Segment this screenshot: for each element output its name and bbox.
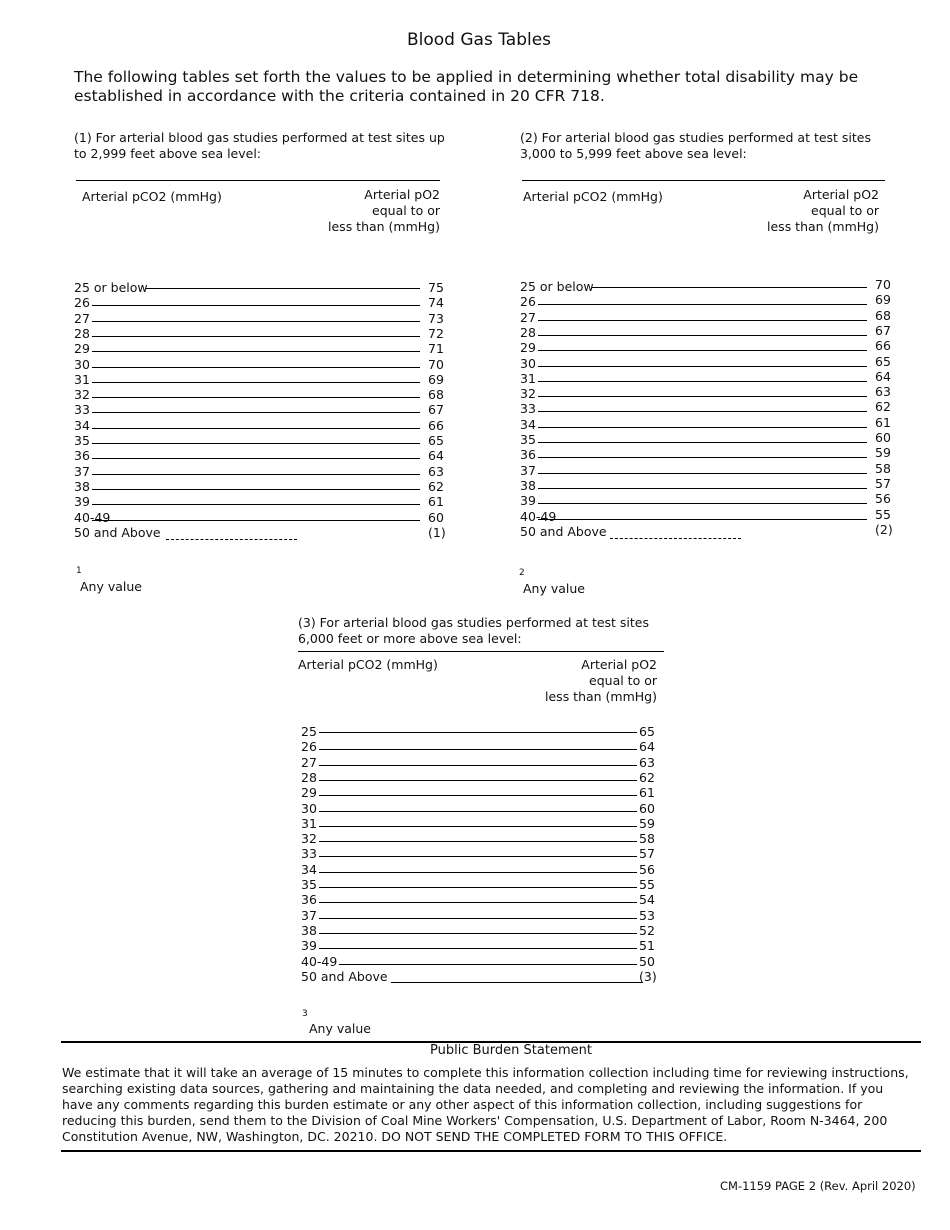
po2-value: 71	[428, 341, 444, 357]
pco2-value: 33	[520, 401, 536, 417]
table-3-header-rule	[298, 651, 664, 652]
leader-line	[538, 411, 867, 412]
pco2-value: 50 and Above	[301, 968, 388, 984]
table-2-col-pco2: Arterial pCO2 (mmHg)	[523, 189, 663, 204]
po2-value: 60	[639, 800, 655, 816]
po2-value: (3)	[639, 968, 657, 984]
po2-value: 70	[875, 277, 891, 292]
table-row	[0, 755, 950, 771]
po2-value: 65	[428, 433, 444, 448]
po2-value: 60	[875, 430, 891, 445]
pco2-value: 28	[520, 324, 536, 340]
pco2-value: 50 and Above	[74, 524, 161, 540]
leader-line	[319, 826, 637, 827]
po2-value: 62	[428, 478, 444, 494]
po2-value: 59	[639, 815, 655, 831]
leader-line	[319, 948, 637, 949]
pco2-value: 35	[301, 877, 317, 892]
pco2-value: 31	[301, 815, 317, 831]
table-row	[0, 877, 950, 893]
po2-value: 67	[428, 402, 444, 418]
pco2-value: 32	[301, 831, 317, 847]
leader-line	[538, 381, 867, 382]
leader-line	[319, 918, 637, 919]
table-3-col-po2: Arterial pO2 equal to or less than (mmHg)	[545, 657, 657, 704]
table-row	[0, 739, 950, 755]
table-row	[0, 506, 950, 525]
leader-line	[538, 457, 867, 458]
po2-value: 68	[428, 387, 444, 403]
table-row	[0, 353, 950, 372]
pco2-value: 26	[520, 294, 536, 310]
po2-value: 74	[428, 295, 444, 311]
table-row	[0, 521, 950, 540]
po2-value: 64	[639, 739, 655, 755]
leader-line	[538, 488, 867, 489]
pco2-value: 39	[74, 494, 90, 510]
leader-line	[391, 982, 643, 983]
table-row	[0, 493, 950, 509]
pco2-value: 32	[520, 386, 536, 402]
page-title: Blood Gas Tables	[406, 30, 552, 50]
leader-line	[319, 749, 637, 750]
table-row	[0, 923, 950, 939]
table-1-footnote-text: Any value	[80, 579, 142, 594]
leader-line	[538, 473, 867, 474]
po2-value: 65	[875, 353, 891, 369]
pco2-value: 27	[520, 309, 536, 325]
pco2-value: 37	[74, 463, 90, 479]
po2-value: (2)	[875, 521, 893, 537]
pco2-value: 50 and Above	[520, 523, 607, 539]
table-row	[0, 954, 950, 970]
table-2-footnote-text: Any value	[523, 581, 585, 596]
pco2-value: 40-49	[520, 508, 557, 524]
po2-value: 62	[875, 399, 891, 415]
leader-line	[538, 519, 867, 520]
po2-value: 65	[639, 724, 655, 739]
po2-value: 54	[639, 892, 655, 908]
leader-line	[339, 964, 637, 965]
po2-value: 62	[639, 769, 655, 785]
po2-value: 58	[639, 831, 655, 847]
pco2-value: 25	[301, 724, 317, 739]
pco2-value: 34	[520, 416, 536, 432]
table-row	[0, 475, 950, 494]
table-row	[0, 447, 950, 463]
table-row	[0, 432, 950, 448]
po2-value: 61	[428, 494, 444, 510]
pco2-value: 28	[74, 325, 90, 341]
table-row	[0, 279, 950, 295]
po2-value: 66	[875, 338, 891, 354]
pco2-value: 35	[74, 433, 90, 448]
leader-line	[538, 350, 867, 351]
po2-value: 52	[639, 922, 655, 938]
table-row	[0, 770, 950, 786]
po2-value: 55	[639, 877, 655, 892]
leader-line	[319, 856, 637, 857]
table-row	[0, 892, 950, 908]
table-row	[0, 386, 950, 402]
table-3-footnote-mark: 3	[302, 1009, 308, 1019]
po2-value: 67	[875, 322, 891, 338]
pco2-value: 36	[520, 447, 536, 463]
po2-value: 63	[875, 384, 891, 400]
table-row	[0, 816, 950, 832]
leader-line	[538, 320, 867, 321]
pco2-value: 40-49	[74, 509, 111, 525]
pco2-value: 38	[520, 477, 536, 493]
po2-value: 64	[875, 368, 891, 384]
po2-value: 66	[428, 417, 444, 433]
po2-value: 64	[428, 448, 444, 464]
po2-value: 53	[639, 907, 655, 923]
table-2-footnote-mark: 2	[519, 568, 525, 578]
pco2-value: 27	[74, 310, 90, 326]
table-row	[0, 460, 950, 479]
pco2-value: 40-49	[301, 953, 338, 969]
po2-value: 55	[875, 506, 891, 522]
leader-line	[319, 887, 637, 888]
table-3-caption: (3) For arterial blood gas studies performed at test sites 6,000 feet or more above sea level:	[298, 615, 650, 646]
po2-value: 51	[639, 938, 655, 954]
po2-value: 63	[428, 463, 444, 479]
table-1-col-po2: Arterial pO2 equal to or less than (mmHg)	[328, 187, 440, 234]
pco2-value: 36	[301, 892, 317, 908]
table-row	[0, 831, 950, 847]
pco2-value: 34	[301, 861, 317, 877]
table-2-caption: (2) For arterial blood gas studies performed at test sites 3,000 to 5,999 feet above sea level:	[520, 130, 872, 161]
table-2-header-rule	[522, 180, 885, 181]
pco2-value: 28	[301, 769, 317, 785]
po2-value: 69	[428, 371, 444, 387]
pco2-value: 29	[520, 340, 536, 356]
pco2-value: 38	[301, 922, 317, 938]
table-1-footnote-mark: 1	[76, 566, 82, 576]
pco2-value: 34	[74, 417, 90, 433]
pco2-value: 30	[74, 356, 90, 372]
leader-line	[538, 503, 867, 504]
table-1-header-rule	[76, 180, 440, 181]
table-row	[0, 801, 950, 817]
table-row	[0, 846, 950, 862]
table-row	[0, 340, 950, 356]
table-row	[0, 862, 950, 878]
leader-line	[319, 933, 637, 934]
leader-line	[319, 795, 637, 796]
po2-value: 50	[639, 953, 655, 969]
burden-bottom-rule	[61, 1150, 921, 1152]
po2-value: 56	[875, 491, 891, 507]
po2-value: 61	[639, 785, 655, 801]
po2-value: 73	[428, 310, 444, 326]
pco2-value: 32	[74, 387, 90, 403]
table-row	[0, 368, 950, 387]
table-row	[0, 322, 950, 341]
leader-line	[319, 765, 637, 766]
pco2-value: 37	[520, 462, 536, 478]
pco2-value: 35	[520, 432, 536, 447]
po2-value: 75	[428, 280, 444, 295]
po2-value: 70	[428, 356, 444, 372]
table-1-caption: (1) For arterial blood gas studies performed at test sites up to 2,999 feet above sea level:	[74, 130, 445, 161]
pco2-value: 26	[301, 739, 317, 755]
table-row	[0, 307, 950, 326]
po2-value: 56	[639, 861, 655, 877]
leader-line	[610, 538, 741, 539]
po2-value: 61	[875, 414, 891, 430]
leader-line	[319, 872, 637, 873]
pco2-value: 31	[520, 370, 536, 386]
pco2-value: 30	[301, 800, 317, 816]
table-row	[0, 908, 950, 924]
leader-line	[538, 304, 867, 305]
pco2-value: 33	[301, 846, 317, 862]
intro-paragraph: The following tables set forth the values to be applied in determining whether total disability may be established in accordance with the criteria contained in 20 CFR 718.	[74, 68, 859, 105]
pco2-value: 33	[74, 402, 90, 418]
table-row	[0, 785, 950, 801]
leader-line	[319, 841, 637, 842]
table-3-col-pco2: Arterial pCO2 (mmHg)	[298, 657, 438, 672]
po2-value: 59	[875, 445, 891, 461]
leader-line	[538, 442, 867, 443]
table-row	[0, 414, 950, 433]
pco2-value: 25 or below	[520, 279, 594, 294]
table-row	[0, 294, 950, 310]
pco2-value: 36	[74, 448, 90, 464]
leader-line	[538, 366, 867, 367]
po2-value: 57	[639, 846, 655, 862]
po2-value: 60	[428, 509, 444, 525]
table-row	[0, 938, 950, 954]
leader-line	[538, 396, 867, 397]
leader-line	[319, 780, 637, 781]
leader-line	[592, 287, 867, 288]
leader-line	[319, 902, 637, 903]
leader-line	[319, 732, 637, 733]
po2-value: 72	[428, 325, 444, 341]
table-1-col-pco2: Arterial pCO2 (mmHg)	[82, 189, 222, 204]
po2-value: 63	[639, 754, 655, 770]
leader-line	[319, 811, 637, 812]
po2-value: 68	[875, 307, 891, 323]
table-3-footnote-text: Any value	[309, 1021, 371, 1036]
leader-line	[538, 335, 867, 336]
table-row	[0, 969, 950, 985]
leader-line	[538, 427, 867, 428]
po2-value: 57	[875, 475, 891, 491]
form-id: CM-1159 PAGE 2 (Rev. April 2020)	[720, 1179, 916, 1193]
burden-title: Public Burden Statement	[430, 1043, 592, 1058]
pco2-value: 25 or below	[74, 280, 148, 295]
pco2-value: 30	[520, 355, 536, 371]
pco2-value: 29	[301, 785, 317, 801]
po2-value: 58	[875, 460, 891, 476]
po2-value: (1)	[428, 524, 446, 540]
table-2-col-po2: Arterial pO2 equal to or less than (mmHg)	[767, 187, 879, 234]
pco2-value: 29	[74, 341, 90, 357]
pco2-value: 39	[520, 493, 536, 509]
pco2-value: 27	[301, 754, 317, 770]
pco2-value: 37	[301, 907, 317, 923]
table-row	[0, 724, 950, 740]
table-row	[0, 401, 950, 417]
po2-value: 69	[875, 292, 891, 308]
pco2-value: 31	[74, 371, 90, 387]
pco2-value: 39	[301, 938, 317, 954]
pco2-value: 38	[74, 478, 90, 494]
pco2-value: 26	[74, 295, 90, 311]
burden-text: We estimate that it will take an average of 15 minutes to complete this information collection including time for reviewing instructions, searching existing data sources, gathering and maintaining the data needed, and completing and reviewing the information. If you have any comments regarding this burden estimate or any other aspect of this information collection, including suggestions for reducing this burden, send them to the Division of Coal Mine Workers' Compensation, U.S. Department of Labor, Room N-3464, 200 Constitution Avenue, NW, Washington, DC. 20210. DO NOT SEND THE COMPLETED FORM TO THIS OFFICE.	[62, 1065, 909, 1144]
